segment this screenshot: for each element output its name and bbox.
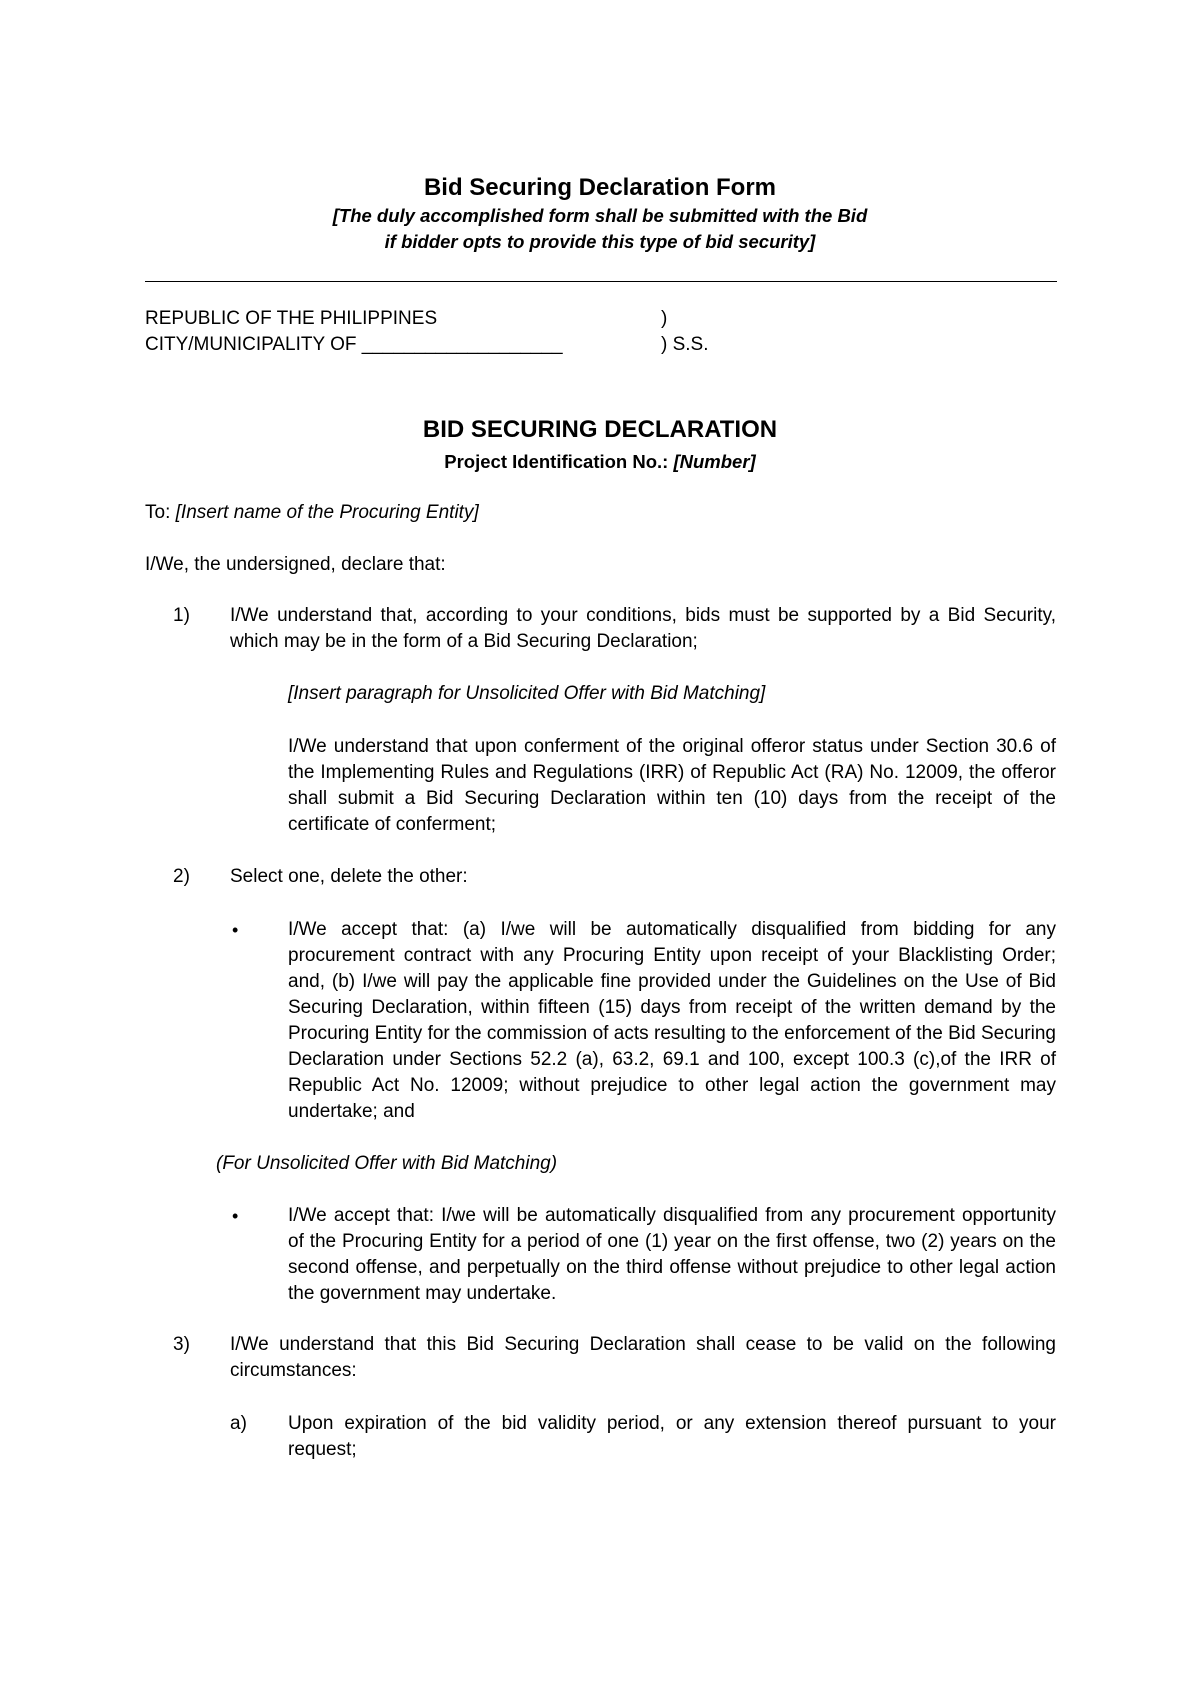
bullet-1-text: I/We accept that: (a) I/we will be automatically disqualified from bidding for any procurement contract with any Procuring Entity upon receipt of your Blacklisting Order; and, (b) I/we will pay the applicable fine provided under the Guidelines on the Use of Bid Securing Declaration, within fifteen (15) days from receipt of the written demand by the Procuring Entity for the commission of acts resulting to the enforcement of the Bid Securing Declaration under Sections 52.2 (a), 63.2, 69.1 and 100, except 100.3 (c),of the IRR of Republic Act No. 12009; without prejudice to other legal action the government may undertake; and (288, 919, 1056, 1122)
bullet-1-symbol: • (232, 920, 239, 940)
insert-paragraph-note: [Insert paragraph for Unsolicited Offer with Bid Matching] (288, 683, 766, 704)
item-3-number: 3) (173, 1334, 190, 1355)
unsolicited-offer-paragraph: I/We understand that upon conferment of the original offeror status under Section 30.6 of the Implementing Rules and Regulations (IRR) of Republic Act (RA) No. 12009, the offeror shall submit a Bid Securing Declaration within ten (10) days from the receipt of the certificate of conferment; (288, 736, 1056, 835)
declaration-title: BID SECURING DECLARATION (422, 416, 778, 443)
venue-republic-line (145, 306, 845, 332)
form-title: Bid Securing Declaration Form (423, 174, 777, 201)
venue-city: CITY/MUNICIPALITY OF ___________________ (145, 334, 563, 355)
item-2-number: 2) (173, 866, 190, 887)
venue-republic: REPUBLIC OF THE PHILIPPINES (145, 308, 438, 329)
item-3-text: I/We understand that this Bid Securing Declaration shall cease to be valid on the following circumstances: (230, 1334, 1056, 1381)
bullet-2-symbol: • (232, 1206, 239, 1226)
venue-city-line (145, 332, 845, 358)
project-number: [Number] (673, 451, 756, 472)
project-label: Project Identification No.: (444, 451, 669, 472)
horizontal-rule (145, 281, 1057, 282)
item-2-text: Select one, delete the other: (230, 866, 468, 887)
venue-ss: ) S.S. (661, 334, 709, 355)
form-subtitle-line2: if bidder opts to provide this type of bid security] (384, 231, 816, 252)
addressee-line (145, 500, 1057, 526)
unsolicited-offer-note: (For Unsolicited Offer with Bid Matching) (216, 1153, 558, 1174)
project-identification (0, 449, 1200, 475)
venue-paren: ) (661, 308, 668, 329)
to-label: To: (145, 502, 171, 523)
procuring-entity-placeholder: [Insert name of the Procuring Entity] (175, 502, 479, 523)
item-1-number: 1) (173, 605, 190, 626)
sub-item-a-text: Upon expiration of the bid validity period, or any extension thereof pursuant to your request; (288, 1413, 1056, 1460)
sub-item-a-label: a) (230, 1413, 247, 1434)
item-1-text: I/We understand that, according to your conditions, bids must be supported by a Bid Security, which may be in the form of a Bid Securing Declaration; (230, 605, 1056, 652)
bullet-2-text: I/We accept that: I/we will be automatically disqualified from any procurement opportunity of the Procuring Entity for a period of one (1) year on the first offense, two (2) years on the second offense, and perpetually on the third offense without prejudice to other legal action the government may undertake. (288, 1205, 1056, 1304)
intro-statement: I/We, the undersigned, declare that: (145, 554, 446, 575)
form-subtitle-line1: [The duly accomplished form shall be submitted with the Bid (332, 205, 868, 226)
